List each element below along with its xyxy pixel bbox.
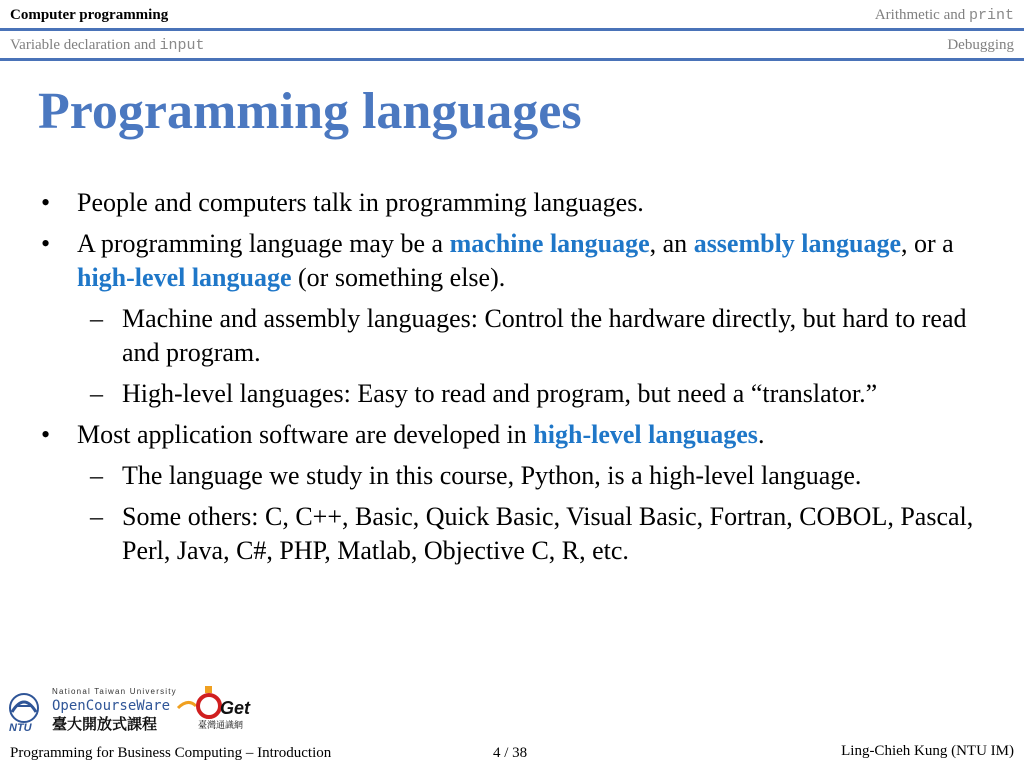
bullet-text: People and computers talk in programming languages. xyxy=(77,188,644,217)
slide-title: Programming languages xyxy=(38,83,582,140)
header-row-top xyxy=(0,4,1024,28)
bullet-text: . xyxy=(757,420,765,449)
sub-bullet-item xyxy=(90,302,1002,370)
bullet-marker: • xyxy=(41,420,51,449)
swoosh-icon xyxy=(178,702,196,708)
term-assembly-language: assembly language xyxy=(693,229,901,258)
nav-section-arithmetic-code: print xyxy=(968,7,1014,24)
bullet-text: Most application software are developed in xyxy=(77,420,534,449)
ntu-emblem-icon xyxy=(10,694,38,722)
bullet-marker: • xyxy=(41,188,51,217)
nav-section-arithmetic[interactable] xyxy=(875,7,1014,24)
bullet-text: (or something else). xyxy=(291,263,506,292)
footer-course-name: Programming for Business Computing – Introduction xyxy=(10,745,332,761)
bullet-item xyxy=(41,418,1007,452)
header-divider-bottom xyxy=(0,58,1024,61)
sub-bullet-item xyxy=(90,459,1002,493)
term-machine-language: machine language xyxy=(449,229,650,258)
footer-author: Ling-Chieh Kung (NTU IM) xyxy=(841,743,1014,759)
nav-section-debugging[interactable]: Debugging xyxy=(947,37,1014,53)
dash-marker: – xyxy=(90,502,103,531)
sub-bullet-text: Some others: C, C++, Basic, Quick Basic, Visual Basic, Fortran, COBOL, Pascal, Perl, Java, C#, PHP, Matlab, Objective C, R, etc. xyxy=(122,502,974,565)
ntu-ocw-logo xyxy=(6,684,261,736)
dash-marker: – xyxy=(90,461,103,490)
get-text: Get xyxy=(220,698,251,718)
sub-bullet-text: Machine and assembly languages: Control the hardware directly, but hard to read and program. xyxy=(122,304,967,367)
sub-bullet-text: High-level languages: Easy to read and program, but need a “translator.” xyxy=(122,379,878,408)
bullet-text: A programming language may be a xyxy=(77,229,450,258)
sub-bullet-item xyxy=(90,500,1002,568)
ntu-mark: NTU xyxy=(9,722,32,734)
sub-bullet-text: The language we study in this course, Python, is a high-level language. xyxy=(122,461,862,490)
ocw-text: OpenCourseWare xyxy=(52,698,171,714)
ntu-caption: National Taiwan University xyxy=(52,687,177,696)
nav-section-variable-code: input xyxy=(159,37,205,54)
course-title: Computer programming xyxy=(10,7,169,23)
get-logo-icon xyxy=(198,686,220,717)
bullet-item xyxy=(41,227,1007,295)
bullet-marker: • xyxy=(41,229,51,258)
term-high-level-language: high-level language xyxy=(77,263,292,292)
bullet-text: , an xyxy=(649,229,694,258)
get-chinese: 臺灣通識網 xyxy=(198,721,244,731)
header-divider-top xyxy=(0,28,1024,31)
nav-section-arithmetic-label: Arithmetic and xyxy=(874,7,969,23)
slide-footer xyxy=(0,742,1024,768)
dash-marker: – xyxy=(90,379,103,408)
header-row-bottom xyxy=(0,34,1024,58)
sub-bullet-item xyxy=(90,377,1002,411)
nav-section-variable[interactable] xyxy=(10,37,205,54)
bullet-text: , or a xyxy=(901,229,954,258)
page-number: 4 / 38 xyxy=(493,745,528,761)
term-high-level-languages: high-level languages xyxy=(533,420,758,449)
bullet-item xyxy=(41,186,1007,220)
nav-section-variable-label: Variable declaration and xyxy=(10,37,160,53)
slide-header xyxy=(0,0,1024,62)
dash-marker: – xyxy=(90,304,103,333)
ocw-chinese: 臺大開放式課程 xyxy=(52,715,158,733)
logo-strip xyxy=(6,684,261,736)
